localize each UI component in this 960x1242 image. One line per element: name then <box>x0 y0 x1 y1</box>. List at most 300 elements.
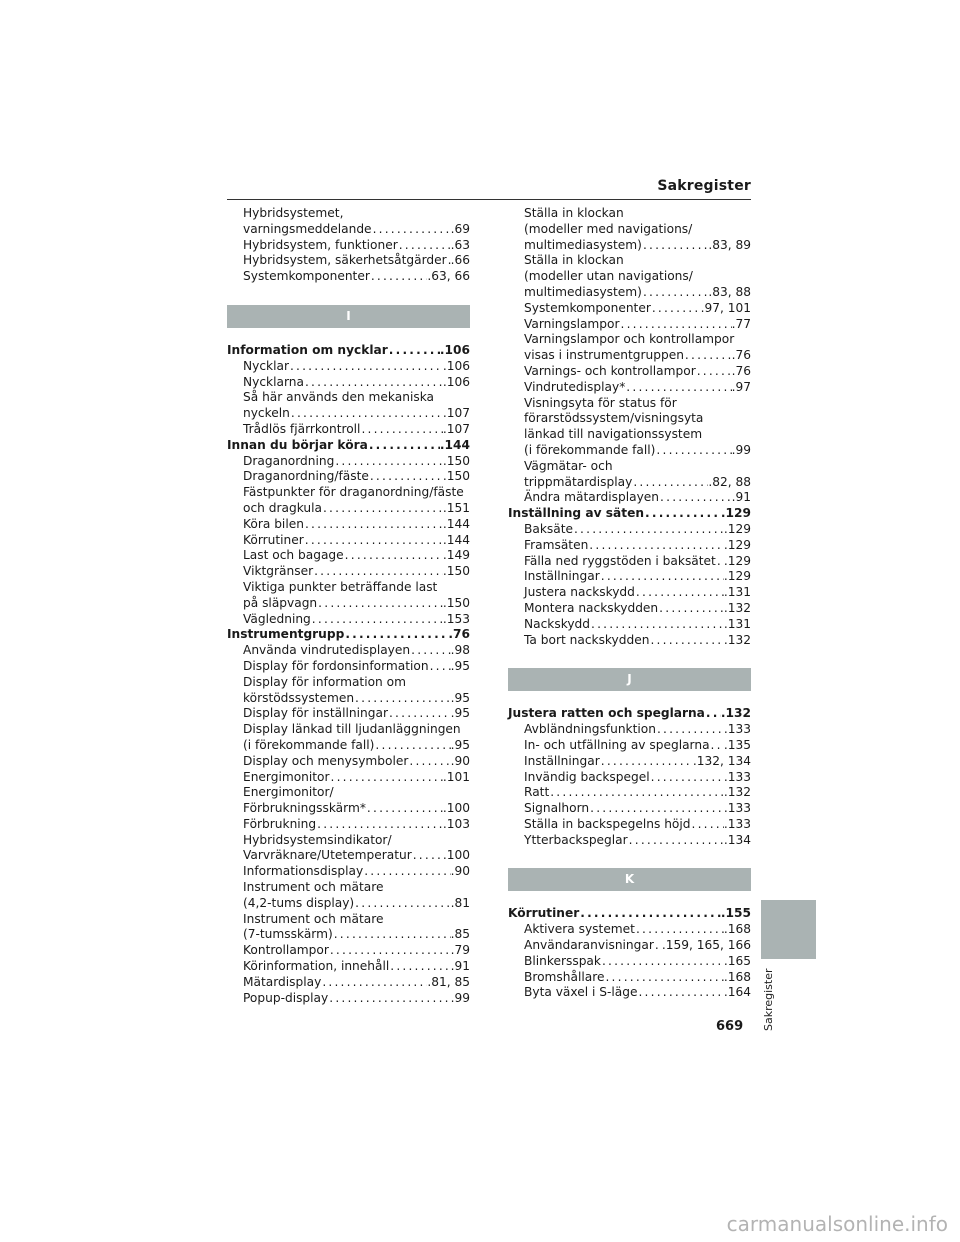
page-reference[interactable]: .149 <box>442 548 470 563</box>
index-sub-entry[interactable] <box>227 269 470 285</box>
index-sub-entry[interactable] <box>227 643 470 659</box>
page-header-title: Sakregister <box>657 178 751 194</box>
index-sub-entry[interactable] <box>508 269 751 285</box>
spacer <box>227 285 470 305</box>
entry-text: nyckeln <box>243 406 290 421</box>
page-reference[interactable]: .132 <box>723 600 751 615</box>
page-reference[interactable]: .106 <box>442 374 470 389</box>
index-main-entry[interactable] <box>508 906 751 922</box>
index-sub-entry[interactable] <box>508 817 751 833</box>
entry-text: Varningslampor och kontrollampor <box>524 332 735 347</box>
dot-leader <box>410 643 450 659</box>
page-reference[interactable]: .153 <box>442 611 470 626</box>
entry-text: Körrutiner <box>243 532 304 547</box>
dot-leader <box>650 770 724 786</box>
index-sub-entry[interactable] <box>227 880 470 896</box>
dot-leader <box>398 238 451 254</box>
index-sub-entry[interactable] <box>508 954 751 970</box>
page-reference[interactable]: .85 <box>450 927 470 942</box>
index-sub-entry[interactable] <box>508 801 751 817</box>
page-reference[interactable]: .155 <box>720 906 751 921</box>
entry-text: Byta växel i S-läge <box>524 985 638 1000</box>
index-sub-entry[interactable] <box>508 970 751 986</box>
spacer <box>508 691 751 706</box>
entry-text: In- och utfällning av speglarna <box>524 737 710 752</box>
spacer <box>508 891 751 906</box>
index-sub-entry[interactable] <box>508 332 751 348</box>
entry-text: Varnings- och kontrollampor <box>524 363 696 378</box>
index-sub-entry[interactable] <box>227 612 470 628</box>
dot-leader <box>573 522 724 538</box>
dot-leader <box>632 475 708 491</box>
index-sub-entry[interactable] <box>508 522 751 538</box>
dot-leader <box>304 533 443 549</box>
page-reference[interactable]: .131 <box>723 616 751 631</box>
dot-leader <box>374 738 450 754</box>
page-reference[interactable]: .151 <box>442 500 470 515</box>
page-reference[interactable]: .90 <box>450 753 470 768</box>
entry-text: Ratt <box>524 785 550 800</box>
dot-leader <box>549 785 724 801</box>
page-reference[interactable]: .95 <box>450 658 470 673</box>
page-reference[interactable]: .100 <box>442 848 470 863</box>
page-reference[interactable]: .97, 101 <box>700 300 751 315</box>
dot-leader <box>684 348 732 364</box>
dot-leader <box>366 801 443 817</box>
dot-leader <box>329 943 451 959</box>
entry-text: Användaranvisningar <box>524 938 654 953</box>
index-sub-entry[interactable] <box>508 617 751 633</box>
page-reference[interactable]: .95 <box>450 737 470 752</box>
page-reference[interactable]: .98 <box>450 643 470 658</box>
page-reference[interactable]: .150 <box>442 453 470 468</box>
page-reference[interactable]: .129 <box>723 537 751 552</box>
entry-text: Mätardisplay <box>243 974 322 989</box>
page-reference[interactable]: .101 <box>442 769 470 784</box>
index-sub-entry[interactable] <box>508 554 751 570</box>
index-sub-entry[interactable] <box>227 848 470 864</box>
dot-leader <box>696 364 732 380</box>
dot-leader <box>620 317 732 333</box>
entry-text: Visningsyta för status för <box>524 395 677 410</box>
page-reference[interactable]: .95 <box>450 706 470 721</box>
entry-text: Bromshållare <box>524 969 605 984</box>
page-reference[interactable]: .168 <box>723 922 751 937</box>
entry-text: förarstödssystem/visningsyta <box>524 411 704 426</box>
index-sub-entry[interactable] <box>227 959 470 975</box>
index-sub-entry[interactable] <box>227 517 470 533</box>
page-reference[interactable]: .76 <box>731 363 751 378</box>
index-sub-entry[interactable] <box>227 422 470 438</box>
entry-text: Information om nycklar <box>227 342 388 357</box>
dot-leader <box>601 954 724 970</box>
dot-leader <box>642 238 708 254</box>
index-sub-entry[interactable] <box>508 601 751 617</box>
entry-text: Display och menysymboler <box>243 753 409 768</box>
entry-text: (i förekommande fall) <box>243 737 375 752</box>
entry-text: Inställningar <box>524 753 600 768</box>
index-sub-entry[interactable] <box>508 380 751 396</box>
index-sub-entry[interactable] <box>508 206 751 222</box>
index-sub-entry[interactable] <box>227 222 470 238</box>
dot-leader <box>637 985 723 1001</box>
page-reference[interactable]: .82, 88 <box>708 474 751 489</box>
page-reference[interactable]: .133 <box>723 722 751 737</box>
dot-leader <box>628 833 724 849</box>
entry-text: (4,2-tums display) <box>243 895 355 910</box>
page-reference[interactable]: .132 <box>723 785 751 800</box>
page-reference[interactable]: .97 <box>731 379 751 394</box>
page-reference[interactable]: .129 <box>723 569 751 584</box>
entry-text: Viktiga punkter beträffande last <box>243 579 438 594</box>
entry-text: Körrutiner <box>508 906 580 921</box>
index-sub-entry[interactable] <box>508 585 751 601</box>
index-main-entry[interactable] <box>227 343 470 359</box>
dot-leader <box>354 896 450 912</box>
index-sub-entry[interactable] <box>508 348 751 364</box>
entry-text: Informationsdisplay <box>243 864 364 879</box>
index-sub-entry[interactable] <box>227 596 470 612</box>
page-reference[interactable]: .63, 66 <box>427 269 470 284</box>
page-reference[interactable]: .107 <box>442 406 470 421</box>
page-reference[interactable]: .131 <box>723 585 751 600</box>
page-reference[interactable]: .144 <box>442 532 470 547</box>
index-sub-entry[interactable] <box>508 985 751 1001</box>
index-sub-entry[interactable] <box>508 475 751 491</box>
entry-text: Vägmätar- och <box>524 458 613 473</box>
index-sub-entry[interactable] <box>227 485 470 501</box>
index-sub-entry[interactable] <box>508 833 751 849</box>
index-sub-entry[interactable] <box>508 922 751 938</box>
entry-text: Kontrollampor <box>243 943 329 958</box>
page-reference[interactable]: .135 <box>723 737 751 752</box>
entry-text: Systemkomponenter <box>243 269 370 284</box>
dot-leader <box>658 601 724 617</box>
dot-leader <box>389 959 450 975</box>
page-reference[interactable]: .144 <box>439 437 470 452</box>
spacer <box>227 328 470 343</box>
dot-leader <box>334 454 443 470</box>
page-reference[interactable]: .66 <box>450 253 470 268</box>
letter-section-header: K <box>508 868 751 891</box>
dot-leader <box>388 343 440 359</box>
index-sub-entry[interactable] <box>227 375 470 391</box>
entry-text: (modeller utan navigations/ <box>524 269 693 284</box>
index-sub-entry[interactable] <box>508 238 751 254</box>
dot-leader <box>344 548 443 564</box>
dot-leader <box>600 569 724 585</box>
entry-text: Ställa in backspegelns höjd <box>524 816 691 831</box>
index-sub-entry[interactable] <box>508 938 751 954</box>
entry-text: Hybridsystemsindikator/ <box>243 832 392 847</box>
entry-text: Fälla ned ryggstöden i baksätet <box>524 553 716 568</box>
index-sub-entry[interactable] <box>508 364 751 380</box>
dot-leader <box>429 659 451 675</box>
page-reference[interactable]: .83, 88 <box>708 284 751 299</box>
entry-text: Nycklar <box>243 358 289 373</box>
index-sub-entry[interactable] <box>227 817 470 833</box>
entry-text: Ställa in klockan <box>524 206 624 220</box>
entry-text: Energimonitor <box>243 769 330 784</box>
page-reference[interactable]: .91 <box>731 490 751 505</box>
watermark: carmanualsonline.info <box>726 1212 948 1236</box>
index-sub-entry[interactable] <box>508 443 751 459</box>
page-reference[interactable]: .132, 134 <box>692 753 751 768</box>
index-sub-entry[interactable] <box>227 406 470 422</box>
index-main-entry[interactable] <box>508 706 751 722</box>
page-reference[interactable]: .150 <box>442 595 470 610</box>
index-sub-entry[interactable] <box>508 738 751 754</box>
entry-text: (i förekommande fall) <box>524 442 656 457</box>
entry-text: Varningslampor <box>524 316 620 331</box>
entry-text: Förbrukningsskärm* <box>243 801 366 816</box>
page-reference[interactable]: .165 <box>723 953 751 968</box>
page-reference[interactable]: .77 <box>731 316 751 331</box>
page-number: 669 <box>716 1019 744 1034</box>
dot-leader <box>322 501 443 517</box>
entry-text: länkad till navigationssystem <box>524 427 703 442</box>
page-reference[interactable]: .63 <box>450 237 470 252</box>
index-sub-entry[interactable] <box>508 285 751 301</box>
dot-leader <box>408 754 450 770</box>
page-reference[interactable]: .69 <box>450 221 470 236</box>
dot-leader <box>649 633 723 649</box>
index-sub-entry[interactable] <box>508 427 751 443</box>
entry-text: (modeller med navigations/ <box>524 221 693 236</box>
index-sub-entry[interactable] <box>508 785 751 801</box>
entry-text: Trådlös fjärrkontroll <box>243 421 361 436</box>
page-reference[interactable]: .129 <box>723 553 751 568</box>
page-reference[interactable]: .144 <box>442 516 470 531</box>
dot-leader <box>328 991 450 1007</box>
dot-leader <box>604 970 723 986</box>
dot-leader <box>625 380 731 396</box>
entry-text: körstödssystemen <box>243 690 355 705</box>
page-reference[interactable]: .99 <box>450 990 470 1005</box>
index-sub-entry[interactable] <box>227 533 470 549</box>
dot-leader <box>710 738 724 754</box>
entry-text: Inställningar <box>524 569 600 584</box>
page-reference[interactable]: .134 <box>723 832 751 847</box>
page-reference[interactable]: .132 <box>720 706 751 721</box>
page-reference[interactable]: .129 <box>723 521 751 536</box>
index-sub-entry[interactable] <box>227 864 470 880</box>
dot-leader <box>705 706 721 722</box>
index-sub-entry[interactable] <box>227 896 470 912</box>
index-sub-entry[interactable] <box>227 359 470 375</box>
dot-leader <box>600 754 693 770</box>
index-sub-entry[interactable] <box>227 754 470 770</box>
index-sub-entry[interactable] <box>227 833 470 849</box>
page-reference[interactable]: .76 <box>448 627 470 642</box>
dot-leader <box>354 691 451 707</box>
dot-leader <box>590 617 724 633</box>
dot-leader <box>304 517 443 533</box>
index-sub-entry[interactable] <box>227 912 470 928</box>
page-reference[interactable]: .106 <box>439 342 470 357</box>
index-sub-entry[interactable] <box>227 691 470 707</box>
index-sub-entry[interactable] <box>508 770 751 786</box>
entry-text: Ändra mätardisplayen <box>524 490 660 505</box>
index-sub-entry[interactable] <box>227 580 470 596</box>
index-sub-entry[interactable] <box>508 396 751 412</box>
entry-text: (7-tumsskärm) <box>243 927 333 942</box>
dot-leader <box>651 301 701 317</box>
entry-text: Nackskydd <box>524 616 591 631</box>
page-reference[interactable]: .150 <box>442 469 470 484</box>
dot-leader <box>579 906 721 922</box>
letter-section-header: J <box>508 668 751 691</box>
page-reference[interactable]: .100 <box>442 801 470 816</box>
entry-text: Hybridsystemet, <box>243 206 344 220</box>
index-sub-entry[interactable] <box>508 569 751 585</box>
index-sub-entry[interactable] <box>508 317 751 333</box>
entry-text: Signalhorn <box>524 801 590 816</box>
entry-text: Display för fordonsinformation <box>243 658 429 673</box>
entry-text: Aktivera systemet <box>524 922 635 937</box>
header-rule <box>227 199 751 200</box>
entry-text: Använda vindrutedisplayen <box>243 643 411 658</box>
dot-leader <box>370 269 428 285</box>
index-sub-entry[interactable] <box>508 490 751 506</box>
entry-text: multimediasystem) <box>524 284 642 299</box>
page-reference[interactable]: .133 <box>723 801 751 816</box>
dot-leader <box>316 817 443 833</box>
page-reference[interactable]: .83, 89 <box>708 237 751 252</box>
page-reference[interactable]: .107 <box>442 421 470 436</box>
dot-leader <box>589 801 724 817</box>
entry-text: Instrument och mätare <box>243 880 384 895</box>
page-reference[interactable]: .133 <box>723 769 751 784</box>
entry-text: Vägledning <box>243 611 311 626</box>
entry-text: Fästpunkter för draganordning/fäste <box>243 485 464 500</box>
dot-leader <box>644 506 721 522</box>
page-reference[interactable]: .168 <box>723 969 751 984</box>
page-reference[interactable]: .103 <box>442 816 470 831</box>
index-main-entry[interactable] <box>227 627 470 643</box>
index-sub-entry[interactable] <box>227 706 470 722</box>
page-reference[interactable]: .76 <box>731 348 751 363</box>
page-reference[interactable]: .129 <box>720 506 751 521</box>
page-reference[interactable]: .133 <box>723 816 751 831</box>
section-side-label: Sakregister <box>762 968 775 1031</box>
index-sub-entry[interactable] <box>227 770 470 786</box>
entry-text: Baksäte <box>524 521 573 536</box>
page-reference[interactable]: .150 <box>442 564 470 579</box>
index-sub-entry[interactable] <box>227 206 470 222</box>
index-sub-entry[interactable] <box>508 459 751 475</box>
dot-leader <box>321 975 427 991</box>
page-reference[interactable]: .99 <box>731 442 751 457</box>
dot-leader <box>642 285 708 301</box>
index-sub-entry[interactable] <box>227 253 470 269</box>
entry-text: Ytterbackspeglar <box>524 832 628 847</box>
index-sub-entry[interactable] <box>227 738 470 754</box>
index-column-left <box>227 206 470 1006</box>
dot-leader <box>311 612 443 628</box>
index-sub-entry[interactable] <box>227 454 470 470</box>
dot-leader <box>388 706 451 722</box>
index-sub-entry[interactable] <box>227 975 470 991</box>
index-sub-entry[interactable] <box>227 675 470 691</box>
entry-text: Justera ratten och speglarna <box>508 706 705 721</box>
page-reference[interactable]: .79 <box>450 943 470 958</box>
index-sub-entry[interactable] <box>227 501 470 517</box>
dot-leader <box>289 359 443 375</box>
entry-text: Vindrutedisplay* <box>524 379 626 394</box>
dot-leader <box>691 817 724 833</box>
index-sub-entry[interactable] <box>508 253 751 269</box>
page-reference[interactable]: .132 <box>723 632 751 647</box>
entry-text: Ta bort nackskydden <box>524 632 650 647</box>
index-sub-entry[interactable] <box>227 469 470 485</box>
dot-leader <box>412 848 443 864</box>
entry-text: Justera nackskydd <box>524 585 635 600</box>
page-reference[interactable]: .90 <box>450 864 470 879</box>
entry-text: varningsmeddelande <box>243 221 372 236</box>
page-reference[interactable]: .91 <box>450 959 470 974</box>
page-reference[interactable]: .81 <box>450 895 470 910</box>
dot-leader <box>635 585 724 601</box>
index-sub-entry[interactable] <box>508 222 751 238</box>
index-main-entry[interactable] <box>508 506 751 522</box>
page-reference[interactable]: .106 <box>442 358 470 373</box>
index-sub-entry[interactable] <box>508 538 751 554</box>
index-sub-entry[interactable] <box>508 722 751 738</box>
entry-text: Så här används den mekaniska <box>243 390 435 405</box>
entry-text: Hybridsystem, säkerhetsåtgärder <box>243 253 447 268</box>
index-sub-entry[interactable] <box>227 548 470 564</box>
section-tab[interactable] <box>761 900 816 959</box>
entry-text: på släpvagn <box>243 595 318 610</box>
index-sub-entry[interactable] <box>227 390 470 406</box>
index-sub-entry[interactable] <box>227 564 470 580</box>
page-reference[interactable]: .159, 165, 166 <box>661 938 751 953</box>
index-sub-entry[interactable] <box>227 927 470 943</box>
dot-leader <box>330 770 443 786</box>
index-sub-entry[interactable] <box>227 943 470 959</box>
entry-text: Instrumentgrupp <box>227 627 345 642</box>
entry-text: och dragkula <box>243 500 322 515</box>
index-sub-entry[interactable] <box>508 411 751 427</box>
dot-leader <box>369 469 443 485</box>
index-sub-entry[interactable] <box>227 722 470 738</box>
page-reference[interactable]: .81, 85 <box>427 974 470 989</box>
index-sub-entry[interactable] <box>227 238 470 254</box>
entry-text: Invändig backspegel <box>524 769 650 784</box>
entry-text: Körinformation, innehåll <box>243 959 390 974</box>
index-sub-entry[interactable] <box>508 754 751 770</box>
page-reference[interactable]: .95 <box>450 690 470 705</box>
entry-text: Inställning av säten <box>508 506 645 521</box>
entry-text: visas i instrumentgruppen <box>524 348 684 363</box>
index-sub-entry[interactable] <box>508 633 751 649</box>
index-sub-entry[interactable] <box>508 301 751 317</box>
letter-section-header: I <box>227 305 470 328</box>
dot-leader <box>344 627 448 643</box>
entry-text: Display för inställningar <box>243 706 388 721</box>
index-sub-entry[interactable] <box>227 659 470 675</box>
entry-text: Draganordning <box>243 453 335 468</box>
entry-text: trippmätardisplay <box>524 474 633 489</box>
index-sub-entry[interactable] <box>227 785 470 801</box>
page-reference[interactable]: .164 <box>723 985 751 1000</box>
index-sub-entry[interactable] <box>227 801 470 817</box>
index-main-entry[interactable] <box>227 438 470 454</box>
entry-text: Ställa in klockan <box>524 253 624 268</box>
dot-leader <box>333 927 451 943</box>
index-sub-entry[interactable] <box>227 991 470 1007</box>
